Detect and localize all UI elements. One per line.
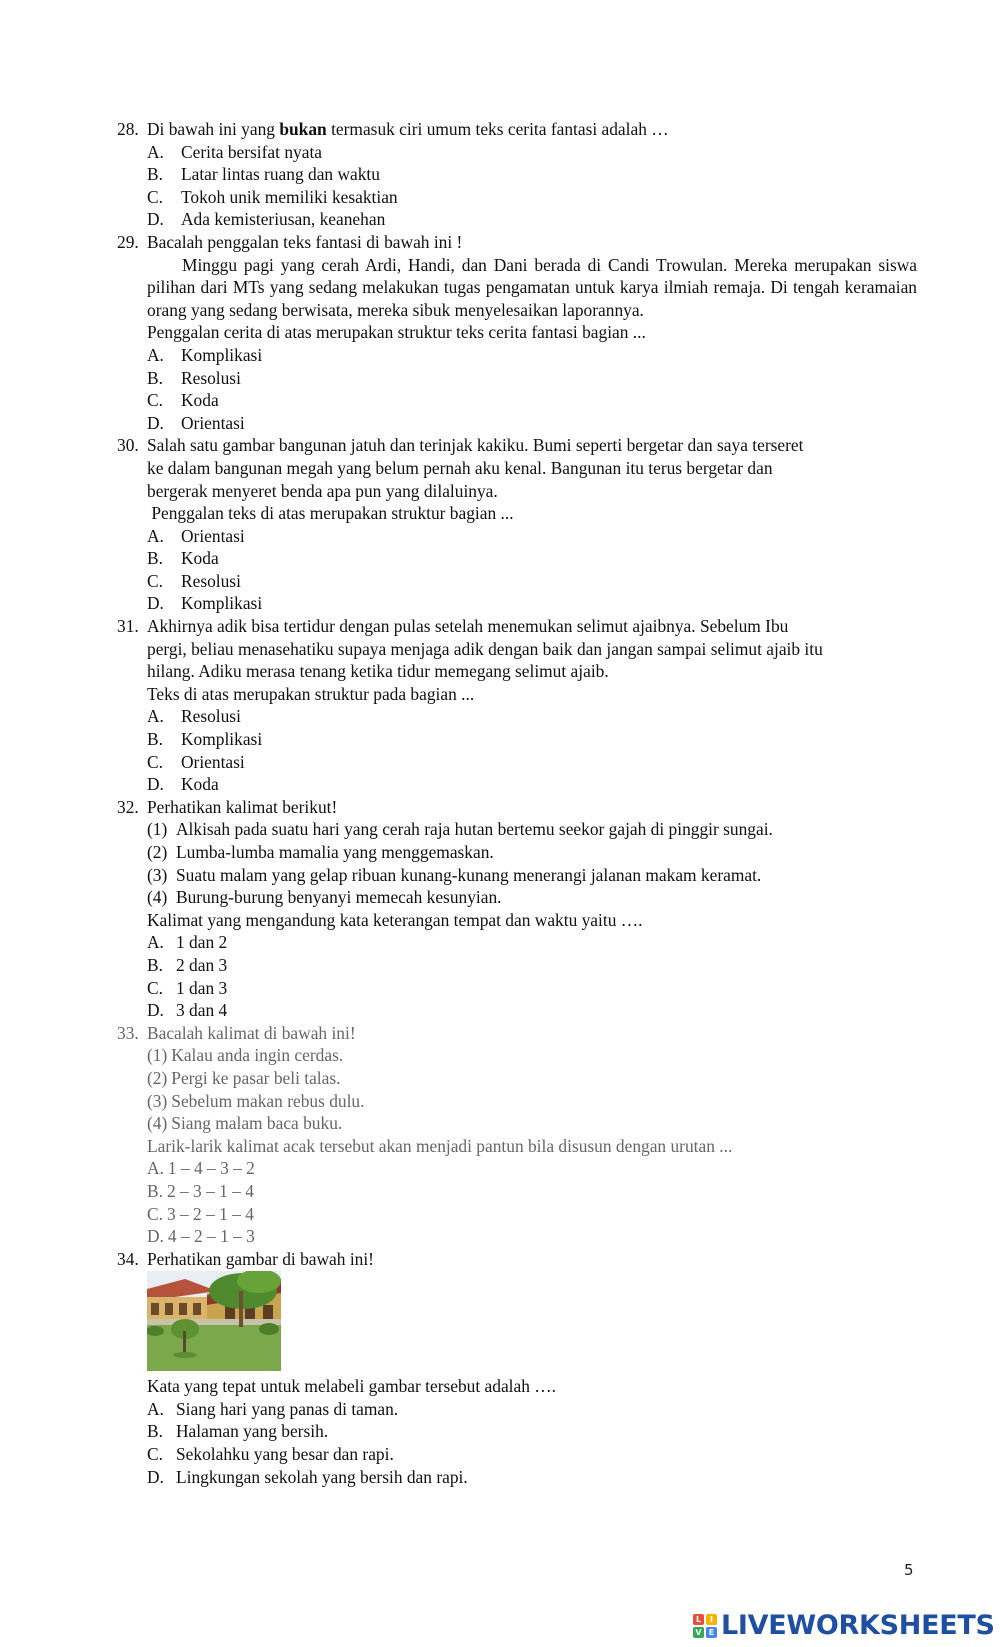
question-number: 31. xyxy=(117,616,139,637)
option-b[interactable] xyxy=(147,1180,917,1203)
option-text: Orientasi xyxy=(181,412,245,433)
question-prompt: Kalimat yang mengandung kata keterangan tempat dan waktu yaitu …. xyxy=(147,909,643,930)
option-text: Latar lintas ruang dan waktu xyxy=(181,164,380,185)
question-stem: Di bawah ini yang bukan termasuk ciri umum teks cerita fantasi adalah … xyxy=(147,119,669,139)
option-label: D. xyxy=(147,593,164,614)
option-d[interactable] xyxy=(147,773,917,796)
option-label: B. xyxy=(147,729,163,750)
option-label: C. xyxy=(147,186,163,207)
passage-line: bergerak menyeret benda apa pun yang dilaluinya. xyxy=(147,480,498,501)
option-label: B. xyxy=(147,164,163,185)
option-text: 3 – 2 – 1 – 4 xyxy=(166,1203,254,1224)
option-label: A. xyxy=(147,141,164,162)
question-stem: Bacalah penggalan teks fantasi di bawah ini ! xyxy=(147,231,463,252)
school-yard-photo xyxy=(147,1271,281,1371)
question-number: 33. xyxy=(117,1022,139,1043)
question-number: 34. xyxy=(117,1248,139,1269)
option-text: Halaman yang bersih. xyxy=(176,1421,329,1442)
sentence-item xyxy=(147,1044,917,1067)
option-text: Lumba-lumba mamalia yang menggemaskan. xyxy=(176,842,494,862)
option-a[interactable] xyxy=(147,1157,917,1180)
option-c[interactable] xyxy=(147,1443,917,1466)
logo-grid-icon xyxy=(693,1614,717,1638)
option-text: Kalau anda ingin cerdas. xyxy=(171,1045,344,1066)
option-text: Sebelum makan rebus dulu. xyxy=(171,1090,365,1111)
option-text: 1 dan 3 xyxy=(176,977,228,998)
option-a[interactable] xyxy=(147,705,917,728)
option-label: (3) xyxy=(147,864,168,885)
sentence-item xyxy=(147,864,917,887)
option-label: C. xyxy=(147,977,163,998)
option-text: 4 – 2 – 1 – 3 xyxy=(167,1226,255,1247)
option-text: 1 – 4 – 3 – 2 xyxy=(167,1158,255,1179)
passage-line: Akhirnya adik bisa tertidur dengan pulas setelah menemukan selimut ajaibnya. Sebelum Ibu xyxy=(147,616,789,637)
option-text: Koda xyxy=(181,548,219,569)
option-label: (2) xyxy=(147,842,168,862)
option-text: Sekolahku yang besar dan rapi. xyxy=(176,1444,394,1465)
option-text: Resolusi xyxy=(181,706,241,727)
option-b[interactable] xyxy=(147,163,917,186)
logo-tile: V xyxy=(693,1627,704,1638)
option-text: Siang hari yang panas di taman. xyxy=(176,1398,399,1419)
option-text: Koda xyxy=(181,390,219,411)
sentence-item xyxy=(147,1112,917,1135)
option-text: Alkisah pada suatu hari yang cerah raja hutan bertemu seekor gajah di pinggir sungai. xyxy=(176,819,773,840)
option-label: D. xyxy=(147,412,164,433)
option-label: C. xyxy=(147,390,163,411)
option-text: Lingkungan sekolah yang bersih dan rapi. xyxy=(176,1466,468,1487)
option-text: Pergi ke pasar beli talas. xyxy=(171,1067,341,1088)
question-list xyxy=(117,118,917,1488)
option-d[interactable] xyxy=(147,208,917,231)
question-stem: Perhatikan gambar di bawah ini! xyxy=(147,1248,374,1269)
option-label: C. xyxy=(147,570,163,591)
option-b[interactable] xyxy=(147,1420,917,1443)
option-label: D. xyxy=(147,209,164,230)
option-d[interactable] xyxy=(147,999,917,1022)
option-label: B. xyxy=(147,548,163,569)
option-label: B. xyxy=(147,1421,163,1442)
question-32 xyxy=(117,796,917,1022)
logo-tile: I xyxy=(706,1614,717,1625)
liveworksheets-logo[interactable] xyxy=(693,1608,995,1644)
option-text: 3 dan 4 xyxy=(176,1000,228,1021)
option-text: Siang malam baca buku. xyxy=(171,1113,343,1134)
option-a[interactable] xyxy=(147,931,917,954)
question-33 xyxy=(117,1022,917,1248)
option-d[interactable] xyxy=(147,1225,917,1248)
option-label: C. xyxy=(147,751,163,772)
option-text: 1 dan 2 xyxy=(176,932,228,953)
option-label: A. xyxy=(147,525,164,546)
option-d[interactable] xyxy=(147,412,917,435)
option-label: (2) xyxy=(147,1067,168,1088)
option-c[interactable] xyxy=(147,570,917,593)
option-label: C. xyxy=(147,1203,163,1224)
question-30 xyxy=(117,434,917,615)
option-text: Tokoh unik memiliki kesaktian xyxy=(181,186,398,207)
option-c[interactable] xyxy=(147,186,917,209)
question-34 xyxy=(117,1248,917,1489)
option-label: D. xyxy=(147,1226,164,1247)
option-label: A. xyxy=(147,932,164,953)
option-text: Resolusi xyxy=(181,570,241,591)
passage-line: pergi, beliau menasehatiku supaya menjaga adik dengan baik dan jangan sampai selimut ajaib itu xyxy=(147,638,823,659)
passage-line: Salah satu gambar bangunan jatuh dan terinjak kakiku. Bumi seperti bergetar dan saya terseret xyxy=(147,435,804,456)
option-a[interactable] xyxy=(147,525,917,548)
option-text: Komplikasi xyxy=(181,344,263,365)
option-label: A. xyxy=(147,1158,164,1179)
sentence-item xyxy=(147,1090,917,1113)
question-31 xyxy=(117,615,917,796)
option-text: Koda xyxy=(181,774,219,795)
question-stem: Bacalah kalimat di bawah ini! xyxy=(147,1022,356,1043)
option-label: C. xyxy=(147,1444,163,1465)
option-text: Cerita bersifat nyata xyxy=(181,141,322,162)
option-c[interactable] xyxy=(147,1203,917,1226)
question-prompt: Penggalan cerita di atas merupakan struktur teks cerita fantasi bagian ... xyxy=(147,322,646,343)
option-text: Orientasi xyxy=(181,525,245,546)
passage-line: hilang. Adiku merasa tenang ketika tidur memegang selimut ajaib. xyxy=(147,661,609,682)
option-a[interactable] xyxy=(147,141,917,164)
option-text: Komplikasi xyxy=(181,593,263,614)
option-c[interactable] xyxy=(147,389,917,412)
option-text: 2 dan 3 xyxy=(176,954,228,975)
question-29 xyxy=(117,231,917,434)
option-label: (3) xyxy=(147,1090,168,1111)
option-a[interactable] xyxy=(147,1398,917,1421)
option-c[interactable] xyxy=(147,977,917,1000)
option-text: Suatu malam yang gelap ribuan kunang-kunang menerangi jalanan makam keramat. xyxy=(176,864,762,885)
sentence-item xyxy=(147,1067,917,1090)
option-label: B. xyxy=(147,367,163,388)
logo-text: LIVEWORKSHEETS xyxy=(721,1609,995,1641)
option-c[interactable] xyxy=(147,751,917,774)
page-number: 5 xyxy=(904,1561,914,1579)
option-label: B. xyxy=(147,1180,163,1201)
option-d[interactable] xyxy=(147,592,917,615)
option-label: D. xyxy=(147,1000,164,1021)
option-b[interactable] xyxy=(147,954,917,977)
option-b[interactable] xyxy=(147,547,917,570)
option-label: A. xyxy=(147,706,164,727)
option-a[interactable] xyxy=(147,344,917,367)
option-label: B. xyxy=(147,954,163,975)
question-number: 29. xyxy=(117,231,139,252)
reading-passage: Minggu pagi yang cerah Ardi, Handi, dan Dani berada di Candi Trowulan. Mereka merupakan siswa pilihan dari MTs yang sedang melakukan tugas pengamatan untuk karya ilmiah remaja. Di tengah keramaian orang yang sedang berwisata, mereka sibuk menyelesaikan laporannya. xyxy=(147,254,917,320)
logo-tile: E xyxy=(706,1627,717,1638)
option-label: (4) xyxy=(147,887,168,908)
emphasis-word: bukan xyxy=(279,119,327,139)
question-prompt: Teks di atas merupakan struktur pada bagian ... xyxy=(147,683,475,704)
question-28 xyxy=(117,118,917,231)
question-prompt: Larik-larik kalimat acak tersebut akan menjadi pantun bila disusun dengan urutan ... xyxy=(147,1135,733,1156)
option-b[interactable] xyxy=(147,728,917,751)
option-label: A. xyxy=(147,344,164,365)
sentence-item xyxy=(147,841,917,864)
option-label: (1) xyxy=(147,1045,168,1066)
sentence-item xyxy=(147,886,917,909)
option-label: D. xyxy=(147,1466,164,1487)
option-text: Burung-burung benyanyi memecah kesunyian. xyxy=(176,887,502,908)
question-prompt: Kata yang tepat untuk melabeli gambar tersebut adalah …. xyxy=(147,1376,557,1397)
question-stem: Perhatikan kalimat berikut! xyxy=(147,796,338,817)
option-label: D. xyxy=(147,774,164,795)
sentence-item xyxy=(147,818,917,841)
question-number: 28. xyxy=(117,119,139,139)
question-number: 30. xyxy=(117,435,139,456)
option-label: A. xyxy=(147,1398,164,1419)
option-text: Orientasi xyxy=(181,751,245,772)
option-label: (4) xyxy=(147,1113,168,1134)
question-number: 32. xyxy=(117,796,139,817)
option-text: Resolusi xyxy=(181,367,241,388)
question-prompt: Penggalan teks di atas merupakan struktur bagian ... xyxy=(147,503,514,524)
option-text: 2 – 3 – 1 – 4 xyxy=(166,1180,254,1201)
option-label: (1) xyxy=(147,819,168,840)
passage-line: ke dalam bangunan megah yang belum pernah aku kenal. Bangunan itu terus bergetar dan xyxy=(147,457,773,478)
option-b[interactable] xyxy=(147,367,917,390)
option-d[interactable] xyxy=(147,1466,917,1489)
logo-tile: L xyxy=(693,1614,704,1625)
option-text: Ada kemisteriusan, keanehan xyxy=(181,209,386,230)
option-text: Komplikasi xyxy=(181,729,263,750)
